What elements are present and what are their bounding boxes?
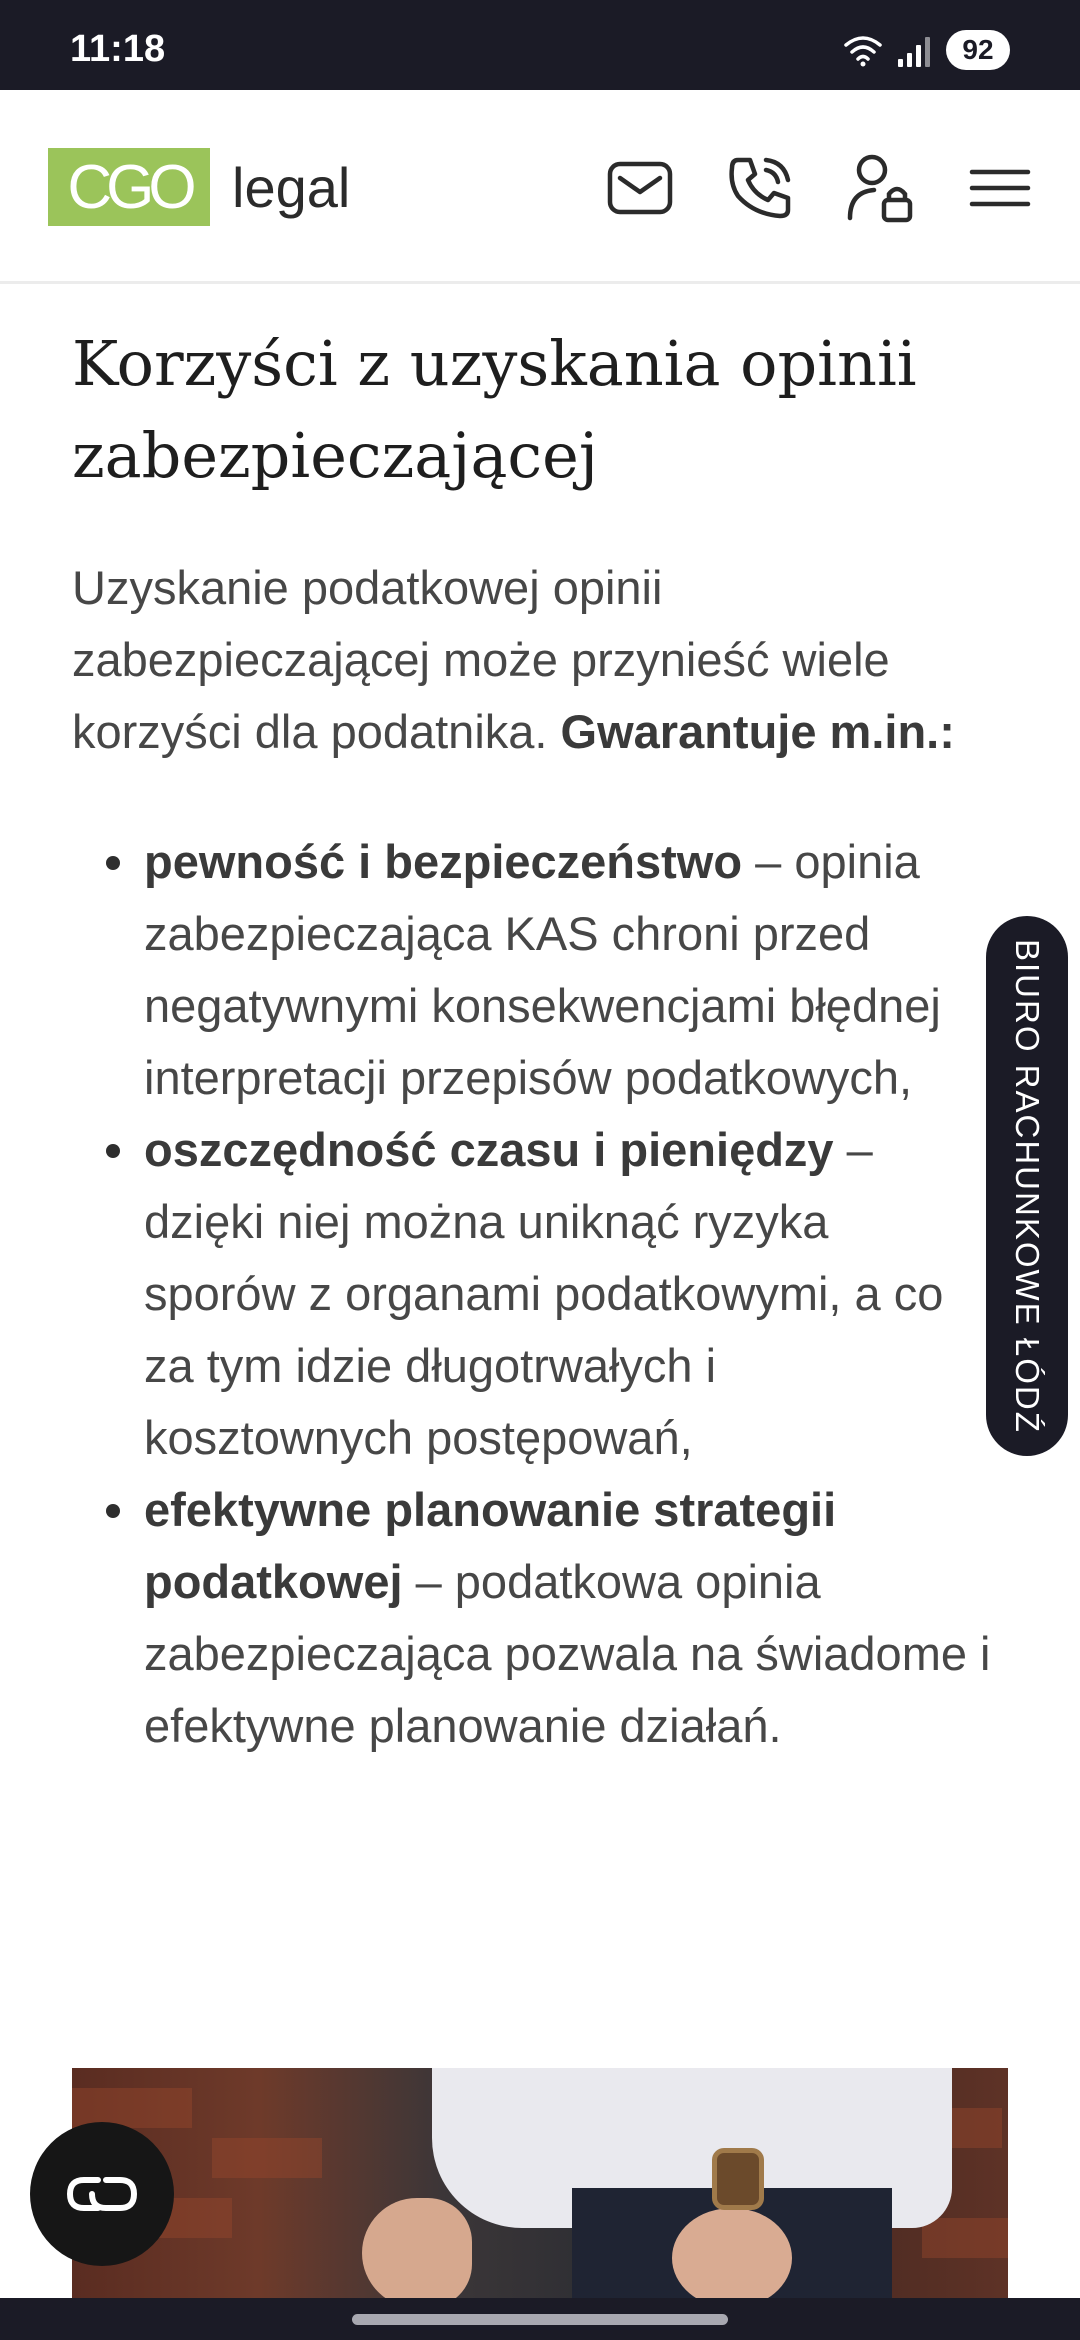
- phone-button[interactable]: [720, 148, 800, 228]
- mail-icon: [606, 158, 674, 218]
- watch-graphic: [712, 2148, 764, 2210]
- benefit-title: oszczędność czasu i pieniędzy: [144, 1123, 834, 1176]
- floating-chat-button[interactable]: [30, 2122, 174, 2266]
- benefit-title: pewność i bezpieczeństwo: [144, 835, 743, 888]
- mail-button[interactable]: [600, 148, 680, 228]
- benefit-text: – dzięki niej można uniknąć ryzyka sporów z organami podatkowymi, a co za tym idzie długotrwałych i kosztownych postępowań,: [144, 1123, 944, 1464]
- benefit-title: efektywne planowanie strategii podatkowej: [144, 1483, 837, 1608]
- side-tab-label: BIURO RACHUNKOWE ŁÓDŹ: [1009, 938, 1046, 1434]
- benefit-text: – podatkowa opinia zabezpieczająca pozwala na świadome i efektywne planowanie działań.: [144, 1555, 991, 1752]
- logo[interactable]: [48, 148, 350, 226]
- wifi-icon: [842, 33, 884, 67]
- system-nav-bar: [0, 2298, 1080, 2340]
- signal-icon: [898, 33, 932, 67]
- side-tab-accounting-office[interactable]: [986, 916, 1068, 1456]
- list-item: [72, 1474, 992, 1762]
- intro-paragraph: [72, 552, 992, 768]
- benefit-text: – opinia zabezpieczająca KAS chroni przed negatywnymi konsekwencjami błędnej interpretacji przepisów podatkowych,: [144, 835, 941, 1104]
- intro-text: Uzyskanie podatkowej opinii zabezpieczającej może przynieść wiele korzyści dla podatnika.: [72, 561, 890, 758]
- logo-mark: [48, 148, 210, 226]
- chat-logo-icon: [62, 2172, 142, 2216]
- menu-icon: [968, 166, 1032, 210]
- page-title: Korzyści z uzyskania opinii zabezpieczającej: [72, 327, 917, 492]
- home-indicator[interactable]: [352, 2314, 728, 2325]
- article-photo: [72, 2068, 1008, 2298]
- header-actions: [600, 148, 1040, 228]
- status-bar: [0, 0, 1080, 90]
- intro-bold: Gwarantuje m.in.:: [560, 705, 955, 758]
- article-content: [72, 318, 992, 1762]
- list-item: [72, 1114, 992, 1474]
- status-icons: [842, 30, 1010, 70]
- menu-button[interactable]: [960, 148, 1040, 228]
- account-button[interactable]: [840, 148, 920, 228]
- phone-icon: [724, 152, 796, 224]
- list-item: [72, 826, 992, 1114]
- status-time: 11:18: [70, 28, 166, 70]
- battery-badge: 92: [946, 30, 1010, 70]
- site-header: [0, 90, 1080, 284]
- benefits-list: [72, 826, 992, 1762]
- user-lock-icon: [844, 150, 916, 226]
- logo-mark-text: CGO: [67, 152, 191, 222]
- logo-word: legal: [232, 155, 351, 219]
